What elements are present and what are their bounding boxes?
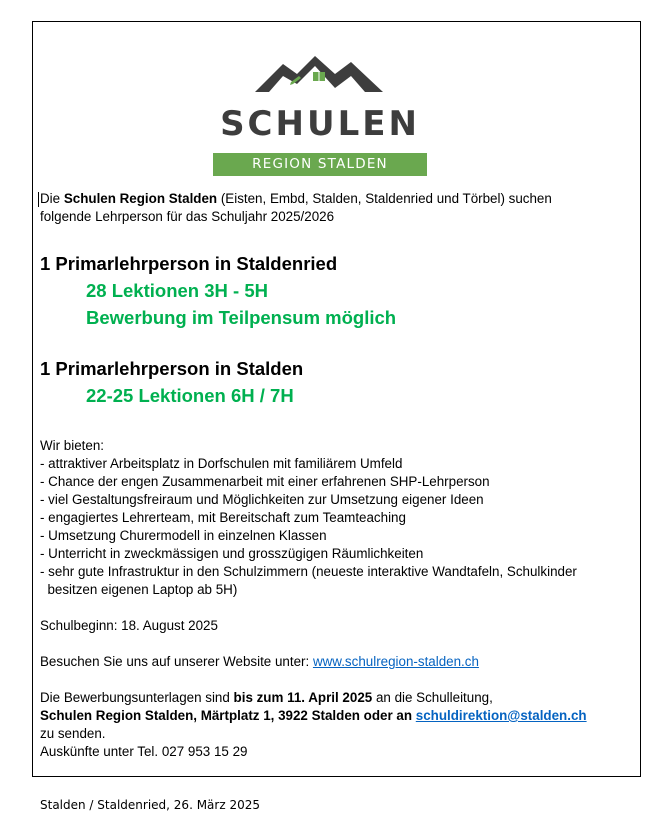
application-before: Die Bewerbungsunterlagen sind [40, 690, 234, 705]
position-detail: 28 Lektionen 3H - 5H [86, 280, 268, 301]
offer-item: - attraktiver Arbeitsplatz in Dorfschulen mit familiärem Umfeld [40, 456, 403, 471]
position-detail: Bewerbung im Teilpensum möglich [86, 307, 397, 328]
offer-item: besitzen eigenen Laptop ab 5H) [40, 582, 238, 597]
logo-wordmark: SCHULEN [220, 104, 420, 144]
position-title: 1 Primarlehrperson in Stalden [40, 358, 304, 379]
offer-item: - engagiertes Lehrerteam, mit Bereitschaft zum Teamteaching [40, 510, 406, 525]
application-after: an die Schulleitung, [372, 690, 493, 705]
application-info [40, 689, 636, 761]
offer-heading: Wir bieten: [40, 438, 104, 453]
website-line [40, 653, 636, 671]
website-link[interactable]: www.schulregion-stalden.ch [312, 654, 479, 669]
intro-after: (Eisten, Embd, Stalden, Staldenried und Törbel) suchen [217, 191, 552, 206]
position-staldenried [40, 250, 636, 331]
offer-item: - Chance der engen Zusammenarbeit mit einer erfahrenen SHP-Lehrperson [40, 474, 490, 489]
ad-content [40, 190, 636, 761]
intro-line2: folgende Lehrperson für das Schuljahr 2025/2026 [40, 209, 335, 224]
logo-band: REGION STALDEN [213, 153, 427, 176]
position-detail: 22-25 Lektionen 6H / 7H [86, 385, 294, 406]
application-send: zu senden. [40, 726, 106, 741]
application-address: Schulen Region Stalden, Märtplatz 1, 3922 Stalden oder an [40, 708, 416, 723]
text-cursor [38, 192, 39, 207]
mountains-book-icon [255, 52, 385, 94]
website-text: Besuchen Sie uns auf unserer Website unter: [40, 654, 313, 669]
footer-date: Stalden / Staldenried, 26. März 2025 [40, 798, 260, 812]
logo [213, 52, 427, 176]
position-title: 1 Primarlehrperson in Staldenried [40, 253, 338, 274]
contact-phone: Auskünfte unter Tel. 027 953 15 29 [40, 744, 248, 759]
offer-item: - viel Gestaltungsfreiraum und Möglichkeiten zur Umsetzung eigener Ideen [40, 492, 484, 507]
offer-item: - sehr gute Infrastruktur in den Schulzimmern (neueste interaktive Wandtafeln, Schulkinder [40, 564, 577, 579]
offer-item: - Umsetzung Churermodell in einzelnen Klassen [40, 528, 327, 543]
offer-item: - Unterricht in zweckmässigen und grosszügigen Räumlichkeiten [40, 546, 424, 561]
start-date: Schulbeginn: 18. August 2025 [40, 618, 218, 633]
intro-paragraph [40, 190, 636, 226]
email-link[interactable]: schuldirektion@stalden.ch [415, 708, 587, 723]
position-stalden [40, 355, 636, 409]
application-deadline: bis zum 11. April 2025 [233, 690, 373, 705]
intro-bold: Schulen Region Stalden [63, 191, 218, 206]
offer-list [40, 437, 636, 599]
intro-before: Die [40, 191, 64, 206]
